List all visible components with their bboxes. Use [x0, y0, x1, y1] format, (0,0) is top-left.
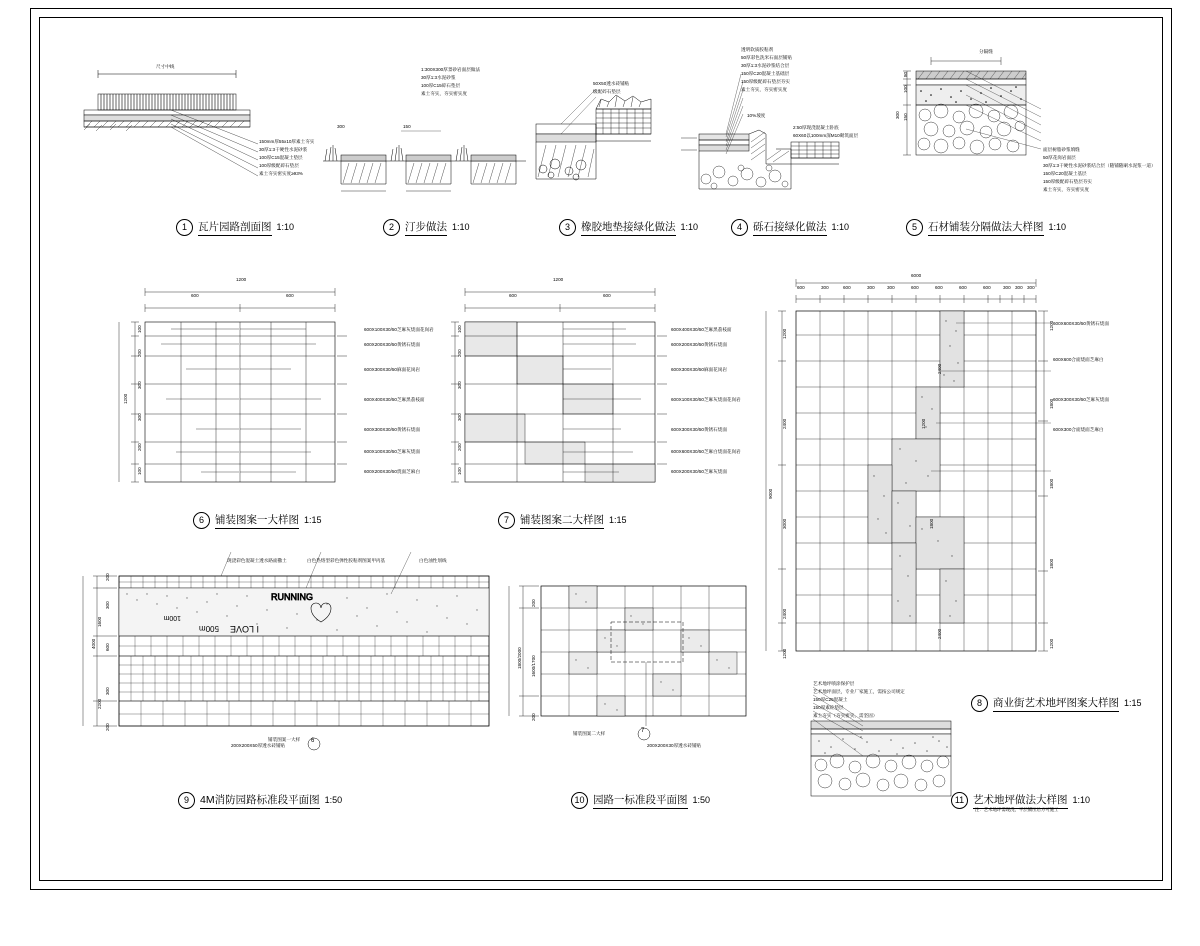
- detail-6-scale: 1:15: [304, 515, 322, 525]
- detail-7-dim-left-4: 200: [457, 443, 462, 451]
- detail-9-dim-left-total: 4000: [91, 638, 96, 649]
- svg-text:RUNNING: RUNNING: [271, 592, 313, 602]
- detail-7-scale: 1:15: [609, 515, 627, 525]
- detail-5-note-1: 50厚花岗岩面层: [1043, 155, 1076, 160]
- detail-6-caption: [193, 512, 322, 529]
- detail-9-callout-bubble: [307, 737, 323, 751]
- detail-8-dt-2: 600: [843, 285, 851, 290]
- detail-2-title: 汀步做法: [405, 219, 447, 236]
- detail-3-scale: 1:10: [680, 222, 699, 232]
- detail-7-note-6: 600X200X30/50芝麻灰烧面: [671, 469, 727, 474]
- detail-5-dim-v-1: 100: [903, 85, 908, 93]
- svg-text:I LOVE: I LOVE: [229, 624, 259, 634]
- detail-7-dim-sub-0: 600: [509, 293, 517, 298]
- detail-10-dim-bottom: 200X200X30厚透水砖铺贴: [647, 743, 702, 748]
- detail-9-caption: [178, 792, 342, 809]
- detail-6-note-2: 600X300X30/50麻面花岗岩: [364, 367, 420, 372]
- detail-7-dim-left-3: 300: [457, 413, 462, 421]
- detail-7-dim-left-0: 100: [457, 325, 462, 333]
- detail-2-note-3: 素土夯实，夯实密实度: [421, 91, 467, 96]
- detail-10-scale: 1:50: [692, 795, 711, 805]
- detail-6-note-0: 600X100X30/50芝麻灰烧面花岗岩: [364, 327, 434, 332]
- detail-3-graphic: [521, 69, 681, 194]
- detail-4-caption: [731, 219, 849, 236]
- detail-1-number: 1: [176, 219, 193, 236]
- detail-5-dim-v-0: 80: [903, 71, 908, 77]
- svg-text:100m: 100m: [163, 614, 181, 621]
- detail-6-note-6: 600X200X30/50烧面芝麻白: [364, 469, 420, 474]
- detail-8-dt-6: 600: [935, 285, 943, 290]
- detail-8-di-2: 2400: [937, 363, 942, 374]
- detail-1-note-1: 30厚1:3干硬性水泥砂浆: [259, 147, 308, 152]
- detail-2-note-0: 1:300X300厚景砂岩面层做法: [421, 67, 480, 72]
- detail-10-dl-2: 200: [531, 713, 536, 721]
- detail-8-dr-4: 1200: [1049, 638, 1054, 649]
- detail-6-graphic: [141, 274, 371, 489]
- detail-2-note-2: 100厚C15碎石垫层: [421, 83, 461, 88]
- detail-11-number: 11: [951, 792, 968, 809]
- detail-6-number: 6: [193, 512, 210, 529]
- detail-10-callout-num: 7: [641, 728, 645, 734]
- detail-7-dim-total: 1200: [553, 277, 564, 282]
- detail-7-dim-sub-1: 600: [603, 293, 611, 298]
- detail-5-dim-v-2: 150: [903, 113, 908, 121]
- detail-9-number: 9: [178, 792, 195, 809]
- detail-8-dim-left-total: 9000: [768, 488, 773, 499]
- detail-6-dim-left-1: 200: [137, 349, 142, 357]
- detail-9-graphic: [101, 564, 501, 744]
- detail-8-dt-4: 300: [887, 285, 895, 290]
- detail-9-scale: 1:50: [324, 795, 343, 805]
- detail-7-note-0: 600X400X30/50芝麻黑荔枝面: [671, 327, 732, 332]
- detail-3-number: 3: [559, 219, 576, 236]
- detail-8-dl-3: 2400: [782, 608, 787, 619]
- detail-4-number: 4: [731, 219, 748, 236]
- detail-8-dt-11: 300: [1027, 285, 1035, 290]
- detail-11-note-1: 艺术地坪面层，专业厂家施工，需按公司规定: [813, 689, 905, 694]
- detail-9-note-1: 白色热熔型彩色弹性胶粘剂图案甲丙基: [307, 558, 386, 563]
- detail-6-dim-left-2: 300: [137, 381, 142, 389]
- detail-8-caption: [971, 695, 1142, 712]
- detail-5-note-3: 150厚C20混凝土基层: [1043, 171, 1087, 176]
- detail-2-dim-0: 300: [337, 124, 345, 129]
- detail-8-dl-4: 1200: [782, 648, 787, 659]
- detail-11-note-2: 150厚C25混凝土: [813, 697, 848, 702]
- detail-9-dl-1: 300: [105, 601, 110, 609]
- detail-6-dim-total: 1200: [236, 277, 247, 282]
- detail-7-note-2: 600X300X30/50麻面花岗岩: [671, 367, 727, 372]
- detail-6-dim-left-3: 300: [137, 413, 142, 421]
- detail-2-number: 2: [383, 219, 400, 236]
- detail-8-dt-10: 300: [1015, 285, 1023, 290]
- detail-6-note-1: 600X200X30/50黄锈石烧面: [364, 342, 420, 347]
- detail-1-dim-top: 尺寸中线: [156, 64, 175, 69]
- detail-9-dl-2: 600: [105, 643, 110, 651]
- detail-4-note-0: 透明软质胶粘剂: [741, 47, 774, 52]
- detail-5-scale: 1:10: [1048, 222, 1067, 232]
- detail-2-caption: [383, 219, 470, 236]
- detail-8-title: 商业街艺术地坪图案大样图: [993, 695, 1119, 712]
- detail-1-scale: 1:10: [276, 222, 295, 232]
- detail-4-note-8: 60X60以100mm深M10砌筑面层: [793, 133, 859, 138]
- detail-5-note-4: 150厚级配碎石垫层夯实: [1043, 179, 1093, 184]
- detail-1-note-0: 150mm厚55x10厚素土夯实: [259, 139, 315, 144]
- detail-10-dim-left-total: 1800/2000: [517, 647, 522, 669]
- detail-6-note-5: 600X100X30/50芝麻灰烧面: [364, 449, 420, 454]
- detail-7-note-4: 600X300X30/50黄锈石烧面: [671, 427, 727, 432]
- detail-11-note-0: 艺术地坪喷涂保护层: [813, 681, 855, 686]
- detail-9-dl-4: 200: [105, 723, 110, 731]
- detail-7-note-3: 600X100X30/50芝麻灰烧面花岗岩: [671, 397, 741, 402]
- detail-8-dt-8: 600: [983, 285, 991, 290]
- detail-4-note-3: 150厚C20混凝土基础层: [741, 71, 790, 76]
- detail-8-dr-1: 1800: [1049, 398, 1054, 409]
- detail-11-note-bottom: 注：艺术地坪需现浇，平层铺压后方可施工: [975, 807, 1059, 812]
- detail-6-dim-left-5: 100: [137, 467, 142, 475]
- detail-8-note-3: 600X300合面烧面芝麻白: [1053, 427, 1104, 432]
- detail-4-note-4: 150厚级配碎石垫层夯实: [741, 79, 791, 84]
- detail-4-title: 砾石接绿化做法: [753, 219, 827, 236]
- detail-9-dg-1: 2200: [97, 698, 102, 709]
- detail-6-dim-left-0: 100: [137, 325, 142, 333]
- detail-8-dt-5: 600: [911, 285, 919, 290]
- detail-3-title: 橡胶地垫接绿化做法: [581, 219, 676, 236]
- detail-7-dim-left-2: 300: [457, 381, 462, 389]
- detail-11-title: 艺术地坪做法大样图: [973, 792, 1068, 809]
- detail-10-caption: [571, 792, 710, 809]
- detail-8-dt-9: 300: [1003, 285, 1011, 290]
- detail-9-dg-0: 1600: [97, 616, 102, 627]
- detail-8-scale: 1:15: [1124, 698, 1142, 708]
- detail-6-note-3: 600X400X30/50芝麻黑荔枝面: [364, 397, 425, 402]
- detail-10-dl-0: 200: [531, 599, 536, 607]
- detail-3-caption: [559, 219, 698, 236]
- detail-8-number: 8: [971, 695, 988, 712]
- detail-8-dt-1: 300: [821, 285, 829, 290]
- detail-8-dr-3: 1800: [1049, 558, 1054, 569]
- detail-9-title: 4M消防园路标准段平面图: [200, 792, 320, 809]
- detail-8-di-0: 1200: [921, 418, 926, 429]
- detail-1-title: 瓦片园路剖面图: [198, 219, 272, 236]
- detail-11-note-4: 素土夯实（夯实密实，需坚固）: [813, 713, 878, 718]
- detail-9-dim-bottom: 200X200X50厚透水砖铺贴: [231, 743, 286, 748]
- detail-8-dr-2: 1800: [1049, 478, 1054, 489]
- detail-1-note-3: 100厚级配碎石垫层: [259, 163, 299, 168]
- drawing-sheet: [30, 8, 1172, 890]
- detail-9-callout-num: 6: [311, 738, 315, 744]
- detail-7-dim-left-5: 100: [457, 467, 462, 475]
- detail-8-graphic: [786, 271, 1056, 671]
- detail-3-note-0: 50X50透水砖铺贴: [593, 81, 630, 86]
- detail-2-graphic: [311, 69, 526, 194]
- detail-7-title: 铺装图案二大样图: [520, 512, 604, 529]
- detail-9-dl-0: 200: [105, 573, 110, 581]
- detail-6-title: 铺装图案一大样图: [215, 512, 299, 529]
- detail-4-note-2: 30厚1:3水泥砂浆结合层: [741, 63, 790, 68]
- detail-8-dt-3: 300: [867, 285, 875, 290]
- detail-8-di-3: 2400: [937, 628, 942, 639]
- detail-8-note-2: 600X300X30/50芝麻灰烧面: [1053, 397, 1109, 402]
- detail-5-title: 石材铺装分隔做法大样图: [928, 219, 1044, 236]
- detail-8-dl-2: 3000: [782, 518, 787, 529]
- detail-8-dl-0: 1200: [782, 328, 787, 339]
- detail-9-callout-label: 铺装图案一大样: [268, 737, 301, 742]
- detail-8-note-1: 600X600合面烧面芝麻白: [1053, 357, 1104, 362]
- detail-8-dt-0: 600: [797, 285, 805, 290]
- detail-4-note-5: 素土夯实，夯实密实度: [741, 87, 787, 92]
- detail-8-dim-total: 6000: [911, 273, 922, 278]
- detail-9-dl-3: 300: [105, 687, 110, 695]
- detail-7-note-1: 600X200X30/50黄锈石烧面: [671, 342, 727, 347]
- detail-5-dim-top: 分隔缝: [979, 49, 993, 54]
- detail-8-dt-7: 600: [959, 285, 967, 290]
- detail-4-note-7: 2:50厚现浇混凝土卧底: [793, 125, 839, 130]
- detail-2-note-1: 30厚1:3水泥砂浆: [421, 75, 456, 80]
- detail-10-graphic: [531, 574, 761, 739]
- detail-3-note-1: 级配碎石垫层: [593, 89, 621, 94]
- detail-6-dim-left-4: 200: [137, 443, 142, 451]
- detail-10-dl-1: 1600/1700: [531, 655, 536, 677]
- detail-8-note-0: 600X600X30/50黄锈石烧面: [1053, 321, 1109, 326]
- detail-4-scale: 1:10: [831, 222, 850, 232]
- detail-6-dim-left-total: 1200: [123, 393, 128, 404]
- detail-5-number: 5: [906, 219, 923, 236]
- detail-5-note-0: 面层树脂砂浆填缝: [1043, 147, 1080, 152]
- detail-7-dim-left-1: 200: [457, 349, 462, 357]
- detail-8-dl-1: 2400: [782, 418, 787, 429]
- detail-6-dim-sub-0: 600: [191, 293, 199, 298]
- detail-4-note-6: 10%坡度: [747, 113, 766, 118]
- detail-8-dr-0: 1200: [1049, 320, 1054, 331]
- detail-7-note-5: 600X600X30/50芝麻白烧面花岗岩: [671, 449, 741, 454]
- detail-7-number: 7: [498, 512, 515, 529]
- svg-text:500m: 500m: [198, 624, 219, 633]
- detail-10-number: 10: [571, 792, 588, 809]
- detail-7-graphic: [461, 274, 691, 489]
- detail-1-graphic: [76, 64, 286, 184]
- detail-10-callout-bubble: [637, 727, 653, 741]
- detail-7-caption: [498, 512, 627, 529]
- detail-5-dim-v-3: 300: [895, 111, 900, 119]
- detail-1-note-2: 100厚C15混凝土垫层: [259, 155, 303, 160]
- detail-11-note-3: 150厚素砼垫层: [813, 705, 844, 710]
- detail-2-scale: 1:10: [452, 222, 470, 232]
- detail-6-note-4: 600X300X30/50黄锈石烧面: [364, 427, 420, 432]
- detail-8-di-1: 1800: [929, 518, 934, 529]
- detail-5-note-2: 30厚1:3干硬性水泥砂浆结合层（随铺随刷水泥浆一道）: [1043, 163, 1156, 168]
- detail-2-dim-1: 150: [403, 124, 411, 129]
- detail-11-scale: 1:10: [1072, 795, 1091, 805]
- detail-4-note-1: 50厚彩色洗米石面层铺贴: [741, 55, 793, 60]
- detail-9-note-2: 白色油性划线: [419, 558, 447, 563]
- detail-5-note-5: 素土夯实，夯实密实度: [1043, 187, 1089, 192]
- detail-9-note-0: 现浇彩色混凝土透水路面撒土: [227, 558, 287, 563]
- detail-1-note-4: 素土夯实密实度≥93%: [259, 171, 303, 176]
- detail-1-caption: [176, 219, 294, 236]
- detail-10-title: 园路一标准段平面图: [593, 792, 688, 809]
- detail-5-caption: [906, 219, 1066, 236]
- detail-10-callout-label: 铺装图案二大样: [573, 731, 606, 736]
- detail-6-dim-sub-1: 600: [286, 293, 294, 298]
